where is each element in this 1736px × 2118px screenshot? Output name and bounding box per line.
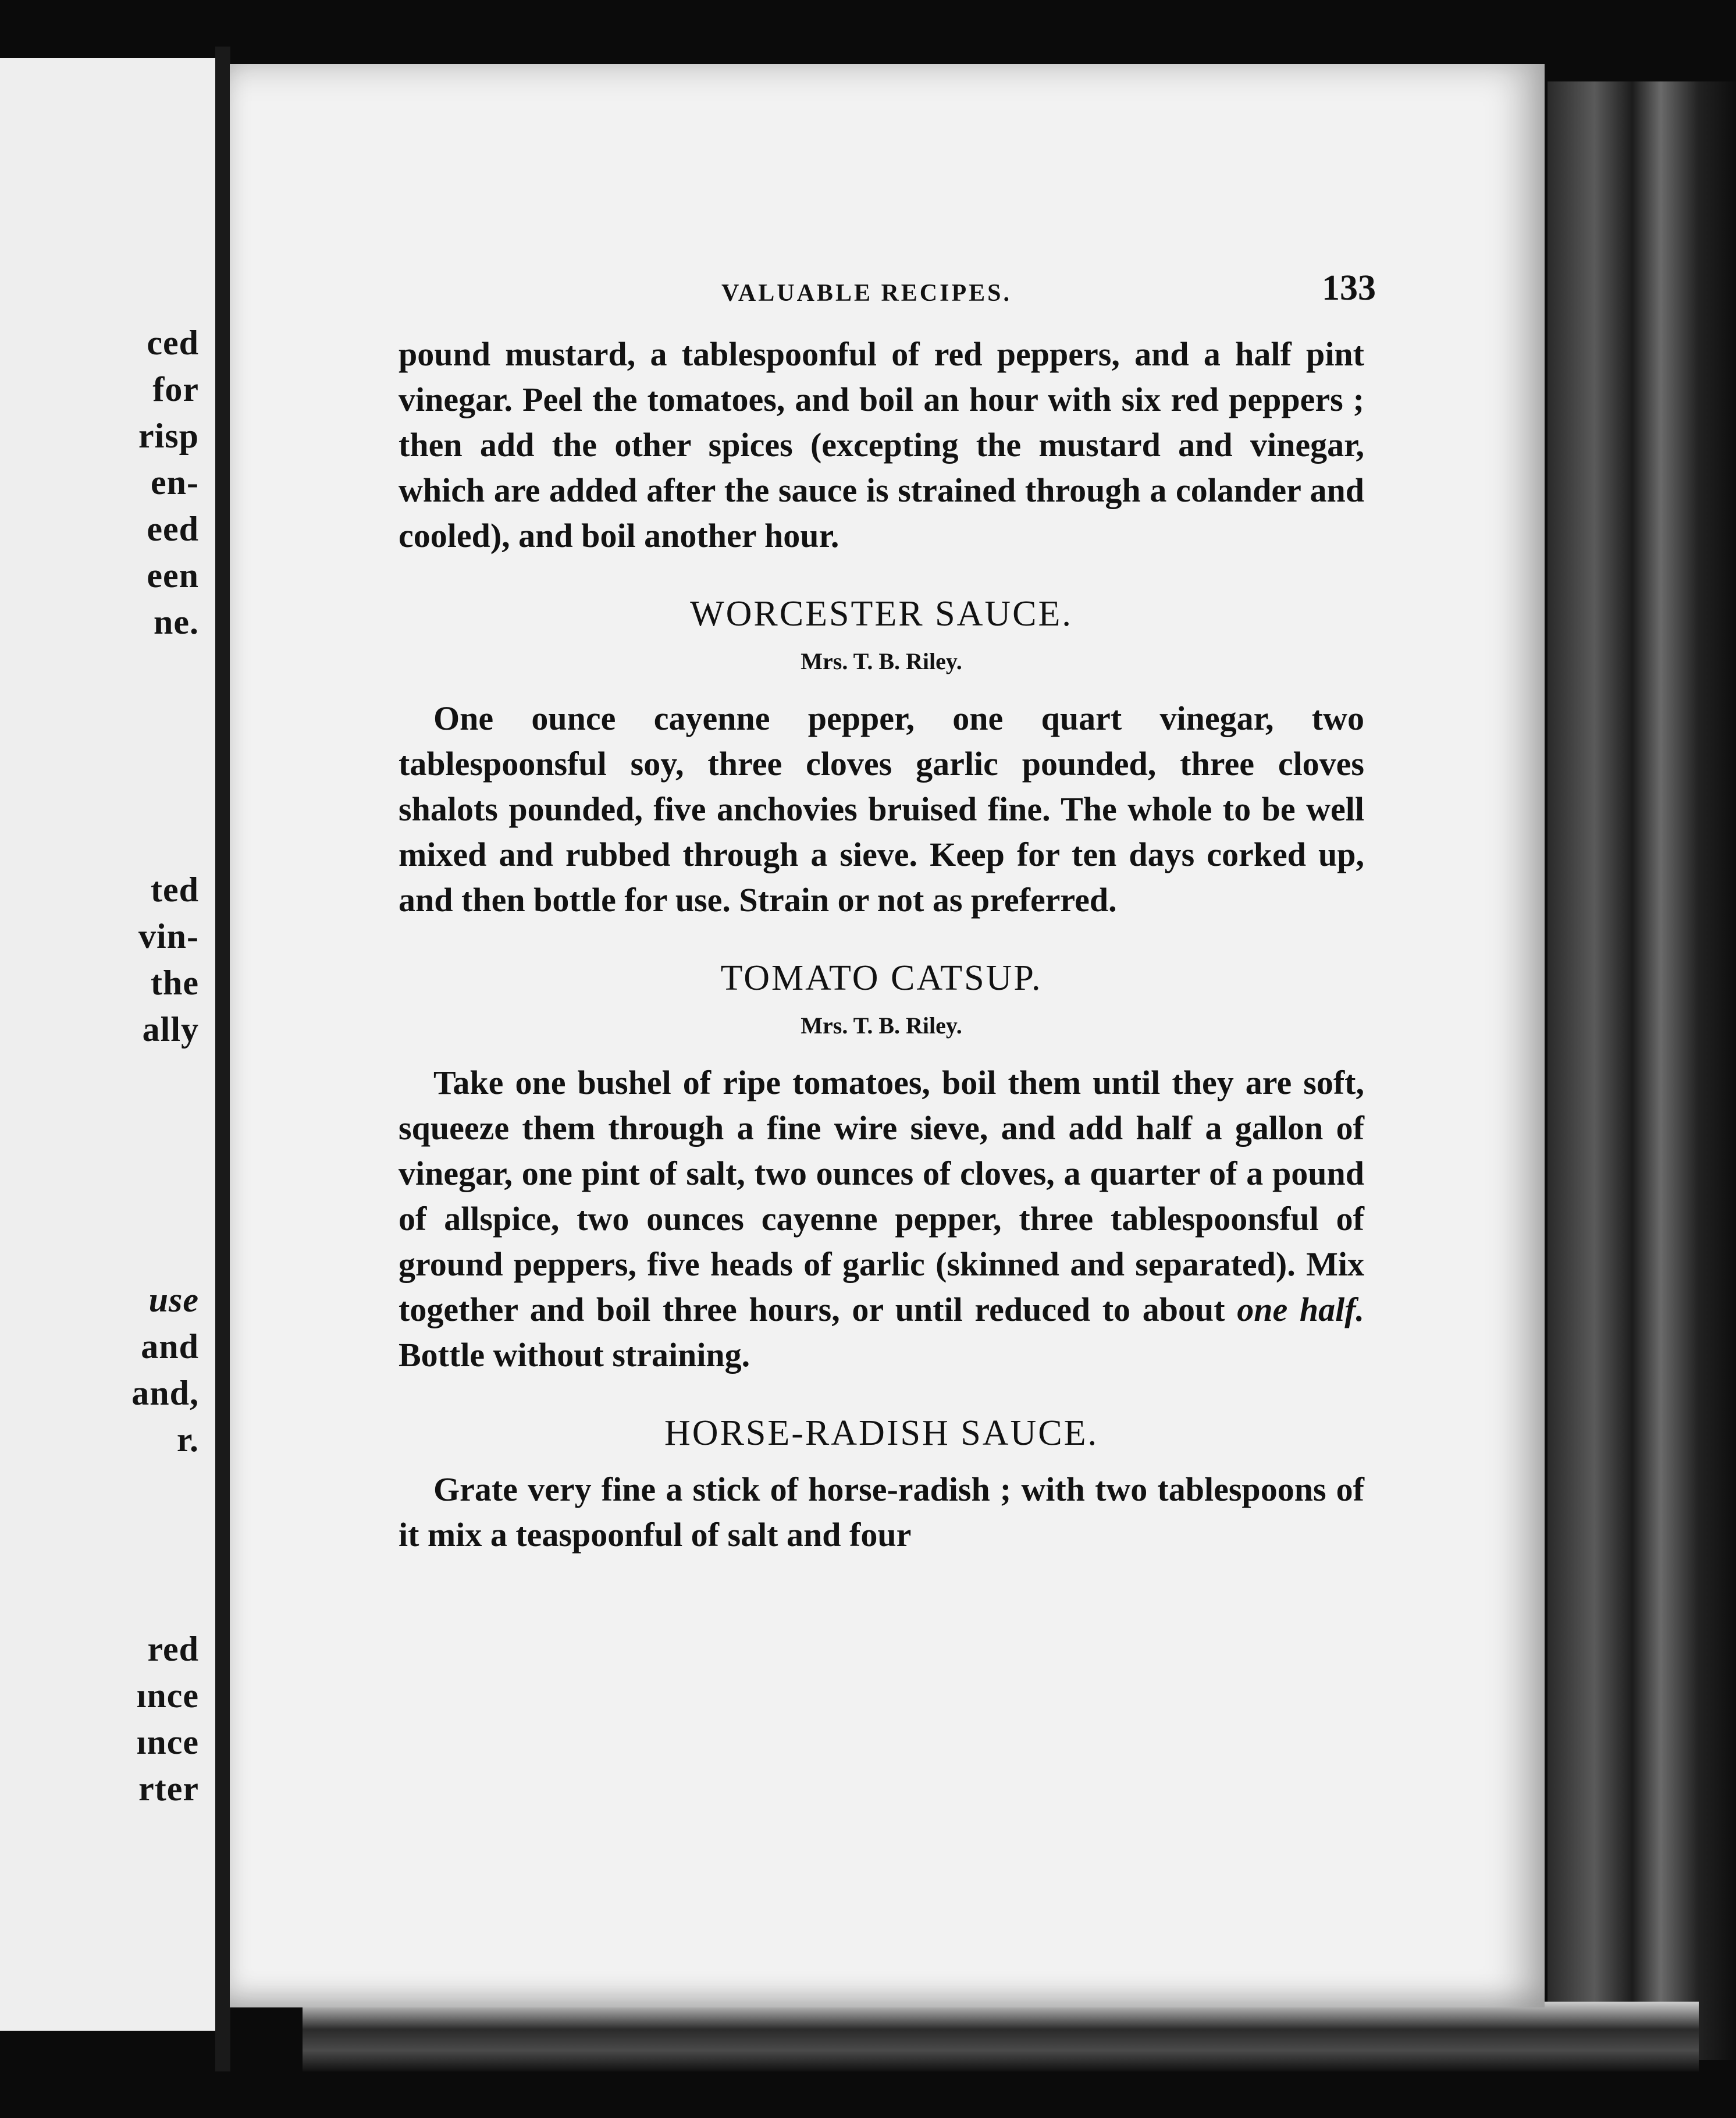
running-header — [399, 268, 1376, 314]
left-fragment: ced — [147, 324, 199, 362]
left-fragment: ne. — [154, 603, 199, 641]
left-fragment: red — [147, 1630, 199, 1668]
left-fragment: use — [148, 1281, 199, 1319]
recipe-text: Grate very fine a stick of horse-radish ; with two tablespoons of it mix a teaspoonful of salt and four — [399, 1470, 1364, 1554]
recipe-title: WORCESTER SAUCE. — [690, 594, 1073, 634]
recipe-text — [399, 1060, 1364, 1378]
left-fragment: vin- — [138, 917, 199, 955]
page-content — [399, 268, 1376, 1558]
recipe-title: TOMATO CATSUP. — [720, 958, 1043, 998]
continuation-paragraph: pound mustard, a tablespoonful of red peppers, and a half pint vinegar. Peel the tomatoes, and boil an hour with six red peppers ; then add the other spices (excepting the mustard and vinegar, which are added after the sauce is strained through a colander and cooled), and boil another hour. — [399, 335, 1364, 555]
left-fragment: ınce — [136, 1723, 199, 1761]
recipe-text-main: Take one bushel of ripe tomatoes, boil them until they are soft, squeeze them through a fine wire sieve, and add half a gallon of vinegar, one pint of salt, two ounces of cloves, a quarter of a pound of allspice, two ounces cayenne pepper, three tablespoonsful of ground peppers, five heads of garlic (skinned and separated). Mix together and boil three hours, or until reduced to about — [399, 1064, 1364, 1328]
left-fragment: eed — [147, 510, 199, 548]
page-number: 133 — [1322, 268, 1376, 308]
left-fragment: risp — [138, 417, 199, 455]
left-fragment: ally — [142, 1010, 199, 1049]
recipe-author: Mrs. T. B. Riley. — [801, 1012, 962, 1039]
recipe-text: One ounce cayenne pepper, one quart vinegar, two tablespoonsful soy, three cloves garlic pounded, three cloves shalots pounded, five anchovies bruised fine. The whole to be well mixed and rubbed through a sieve. Keep for ten days corked up, and then bottle for use. Strain or not as preferred. — [399, 699, 1364, 919]
book-cover-edge — [1548, 81, 1736, 2060]
left-fragment: en- — [151, 463, 199, 502]
left-fragment: een — [147, 556, 199, 595]
left-page-text-fragments — [0, 58, 209, 2031]
recipe-text-italic: one half. — [1237, 1291, 1365, 1328]
left-facing-page — [0, 58, 220, 2031]
left-fragment: and, — [131, 1374, 199, 1412]
book-bottom-edge — [303, 2002, 1699, 2071]
left-fragment: rter — [138, 1769, 199, 1808]
left-fragment: r. — [176, 1420, 199, 1459]
book-spine — [215, 47, 230, 2071]
running-title: VALUABLE RECIPES. — [721, 280, 1012, 307]
left-fragment: ted — [151, 870, 199, 909]
left-fragment: the — [151, 964, 199, 1002]
left-fragment: ınce — [136, 1676, 199, 1715]
book-page — [230, 64, 1545, 2007]
left-fragment: and — [141, 1327, 199, 1366]
recipe-title: HORSE-RADISH SAUCE. — [664, 1413, 1098, 1453]
recipe-author: Mrs. T. B. Riley. — [801, 648, 962, 674]
recipe-text-end: Bottle without straining. — [399, 1336, 750, 1374]
left-fragment: for — [152, 370, 199, 408]
